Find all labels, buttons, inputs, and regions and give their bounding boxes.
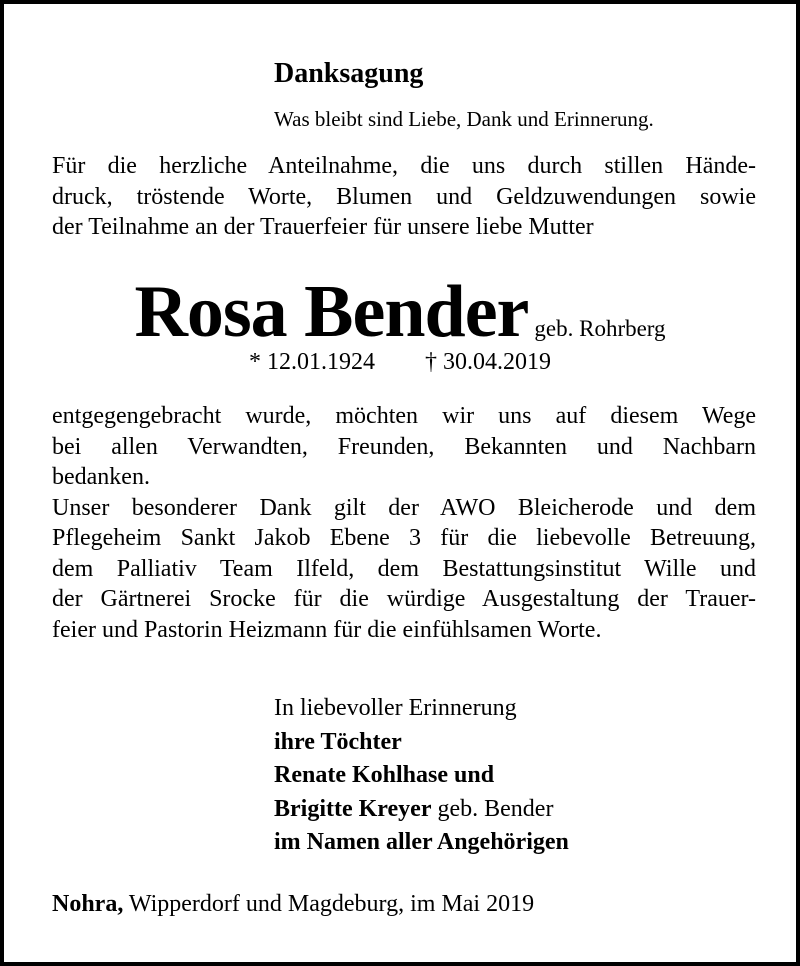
intro-line: druck, tröstende Worte, Blumen und Geldzuwendungen sowie: [52, 183, 756, 210]
life-dates: [4, 346, 796, 378]
signature-line: ihre Töchter: [274, 728, 402, 755]
body-line: bedanken.: [52, 464, 150, 490]
body-line: Pflegeheim Sankt Jakob Ebene 3 für die liebevolle Betreuung,: [52, 525, 756, 551]
body-line: bei allen Verwandten, Freunden, Bekannten und Nachbarn: [52, 433, 756, 460]
place-bold: Nohra,: [52, 891, 124, 917]
deceased-name: Rosa Bender: [134, 271, 529, 353]
intro-line: Für die herzliche Anteilnahme, die uns durch stillen Hände-: [52, 153, 756, 179]
place-and-date: [52, 888, 534, 920]
notice-motto: Was bleibt sind Liebe, Dank und Erinnerung.: [274, 107, 654, 131]
place-rest: Wipperdorf und Magdeburg, im Mai 2019: [123, 891, 535, 917]
death-date: † 30.04.2019: [425, 349, 551, 375]
notice-title: Danksagung: [274, 58, 424, 89]
signer-name: Brigitte Kreyer: [274, 795, 432, 822]
body-line: der Gärtnerei Srocke für die würdige Ausgestaltung der Trauer-: [52, 586, 756, 612]
body-line: feier und Pastorin Heizmann für die einfühlsamen Worte.: [52, 616, 602, 643]
birth-date: * 12.01.1924: [249, 349, 375, 375]
signature-line: [274, 793, 569, 827]
intro-paragraph: [52, 151, 756, 243]
signature-block: [274, 692, 569, 860]
signer-birth-name: geb. Bender: [431, 795, 554, 822]
signature-line: In liebevoller Erinnerung: [274, 695, 517, 721]
body-line: Unser besonderer Dank gilt der AWO Bleicherode und dem: [52, 494, 756, 521]
body-paragraph: [52, 401, 756, 645]
body-line: dem Palliativ Team Ilfeld, dem Bestattungsinstitut Wille und: [52, 555, 756, 582]
deceased-name-line: [4, 272, 796, 352]
intro-line: der Teilnahme an der Trauerfeier für unsere liebe Mutter: [52, 214, 594, 240]
deceased-birth-name: geb. Rohrberg: [534, 316, 666, 341]
signature-line: im Namen aller Angehörigen: [274, 829, 569, 855]
body-line: entgegengebracht wurde, möchten wir uns auf diesem Wege: [52, 403, 756, 429]
signature-line: Renate Kohlhase und: [274, 762, 495, 788]
